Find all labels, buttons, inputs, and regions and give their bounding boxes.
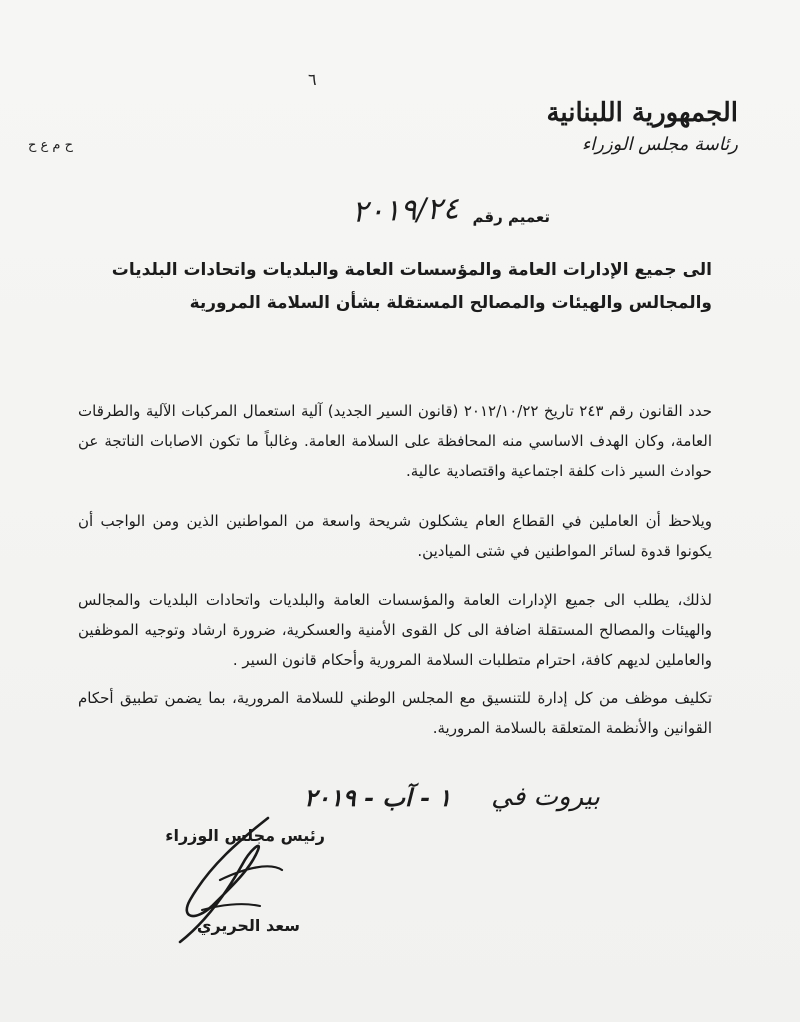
reference-code: ح م ع ح <box>28 138 73 153</box>
date-place: بيروت في <box>491 782 600 812</box>
paragraph-employees: ويلاحظ أن العاملين في القطاع العام يشكلون شريحة واسعة من المواطنين الذين ومن الواجب أن يكونوا قدوة لسائر المواطنين في شتى الميادين. <box>78 512 712 560</box>
circular-header <box>351 191 550 230</box>
paragraph-law: حدد القانون رقم ٢٤٣ تاريخ ٢٠١٢/١٠/٢٢ (قانون السير الجديد) آلية استعمال المركبات الآلية والطرقات العامة، وكان الهدف الاساسي منه المحافظة على السلامة العامة. وغالباً ما تكون الاصابات الناتجة عن حوادث السير ذات كلفة اجتماعية واقتصادية عالية. <box>78 402 712 480</box>
recipient-line-1: الى جميع الإدارات العامة والمؤسسات العامة والبلديات واتحادات البلديات <box>111 260 712 280</box>
letterhead <box>508 96 738 158</box>
recipient-line-2: والمجالس والهيئات والمصالح المستقلة بشأن السلامة المرورية <box>189 293 712 313</box>
letterhead-office: رئاسة مجلس الوزراء <box>581 134 738 155</box>
circular-label: تعميم رقم <box>472 208 550 226</box>
signatory-title: رئيس مجلس الوزراء <box>165 826 325 845</box>
paragraph-request: لذلك، يطلب الى جميع الإدارات العامة والمؤسسات العامة والبلديات واتحادات البلديات والمجالس والهيئات والمصالح المستقلة اضافة الى كل القوى الأمنية والعسكرية، ضرورة ارشاد وتوجيه الموظفين والعاملين لديهم كافة، احترام متطلبات السلامة المرورية وأحكام قانون السير . <box>78 591 712 669</box>
letterhead-country: الجمهورية اللبنانية <box>546 98 738 128</box>
signatory-name: سعد الحريري <box>196 916 300 935</box>
date-value: ١ - آب - ٢٠١٩ <box>304 782 452 812</box>
paragraph-assignment: تكليف موظف من كل إدارة للتنسيق مع المجلس الوطني للسلامة المرورية، بما يضمن تطبيق أحكام القوانين والأنظمة المتعلقة بالسلامة المرورية. <box>78 689 712 737</box>
circular-number: ٢٠١٩/٢٤ <box>351 191 460 230</box>
page-number: ٦ <box>308 70 317 89</box>
date-line <box>304 782 600 812</box>
